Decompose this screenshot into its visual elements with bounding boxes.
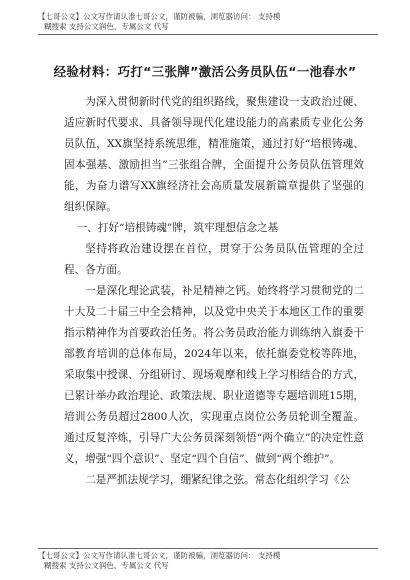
intro-paragraph: 为深入贯彻新时代党的组织路线，聚焦建设一支政治过硬、适应新时代要求、具备领导现代化建设能力的高素质专业化公务员队伍，XX旗坚持系统思维，精准施策，通过打好“培根铸魂、固本强基、激励担当”三张组合牌，全面提升公务员队伍管理效能，为奋力谱写XX旗经济社会高质量发展新篇章提供了坚强的组织保障。 — [64, 96, 364, 213]
header-line-2: 糊搜索 支持公文润色、专属公文 代写 — [44, 22, 169, 31]
header-line-1: 【七哥公文】公文写作请认准七哥公文，谨防被骗，浏览器访问： 支持模 — [38, 12, 281, 21]
document-title: 经验材料：巧打“三张牌”激活公务员队伍“一池春水” — [53, 64, 357, 79]
section-heading-1: 一、打好“培根铸魂”牌，筑牢理想信念之基 — [76, 222, 279, 234]
footer-line-2: 糊搜索 支持公文润色、专属公文 代写 — [44, 561, 169, 570]
section-intro-paragraph: 坚持将政治建设摆在首位，贯穿于公务员队伍管理的全过程、各方面。 — [64, 243, 364, 276]
point-one-paragraph: 一是深化理论武装，补足精神之钙。始终将学习贯彻党的二十大及二十届三中全会精神，以及党中央关于本地区工作的重要指示精神作为首要政治任务。将公务员政治能力训练纳入旗委干部教育培训的总体布局，2024年以来，依托旗委党校等阵地，采取集中授课、分组研讨、现场观摩和线上学习相结合的方式，已累计举办政治理论、政策法规、职业道德等专题培训班15期，培训公务员超过2800人次，实现重点岗位公务员轮训全覆盖。通过反复淬炼，引导广大公务员深刻领悟“两个确立”的决定性意义，增强“四个意识”、坚定“四个自信”、做到“两个维护”。 — [64, 285, 364, 465]
document-body — [64, 92, 364, 491]
page-footer-banner — [38, 548, 378, 573]
page-header-banner — [38, 12, 378, 35]
footer-line-1: 【七哥公文】公文写作请认准七哥公文，谨防被骗，浏览器访问： 支持模 — [38, 551, 281, 560]
point-two-paragraph: 二是严抓法规学习，绷紧纪律之弦。常态化组织学习《公 — [85, 474, 351, 486]
